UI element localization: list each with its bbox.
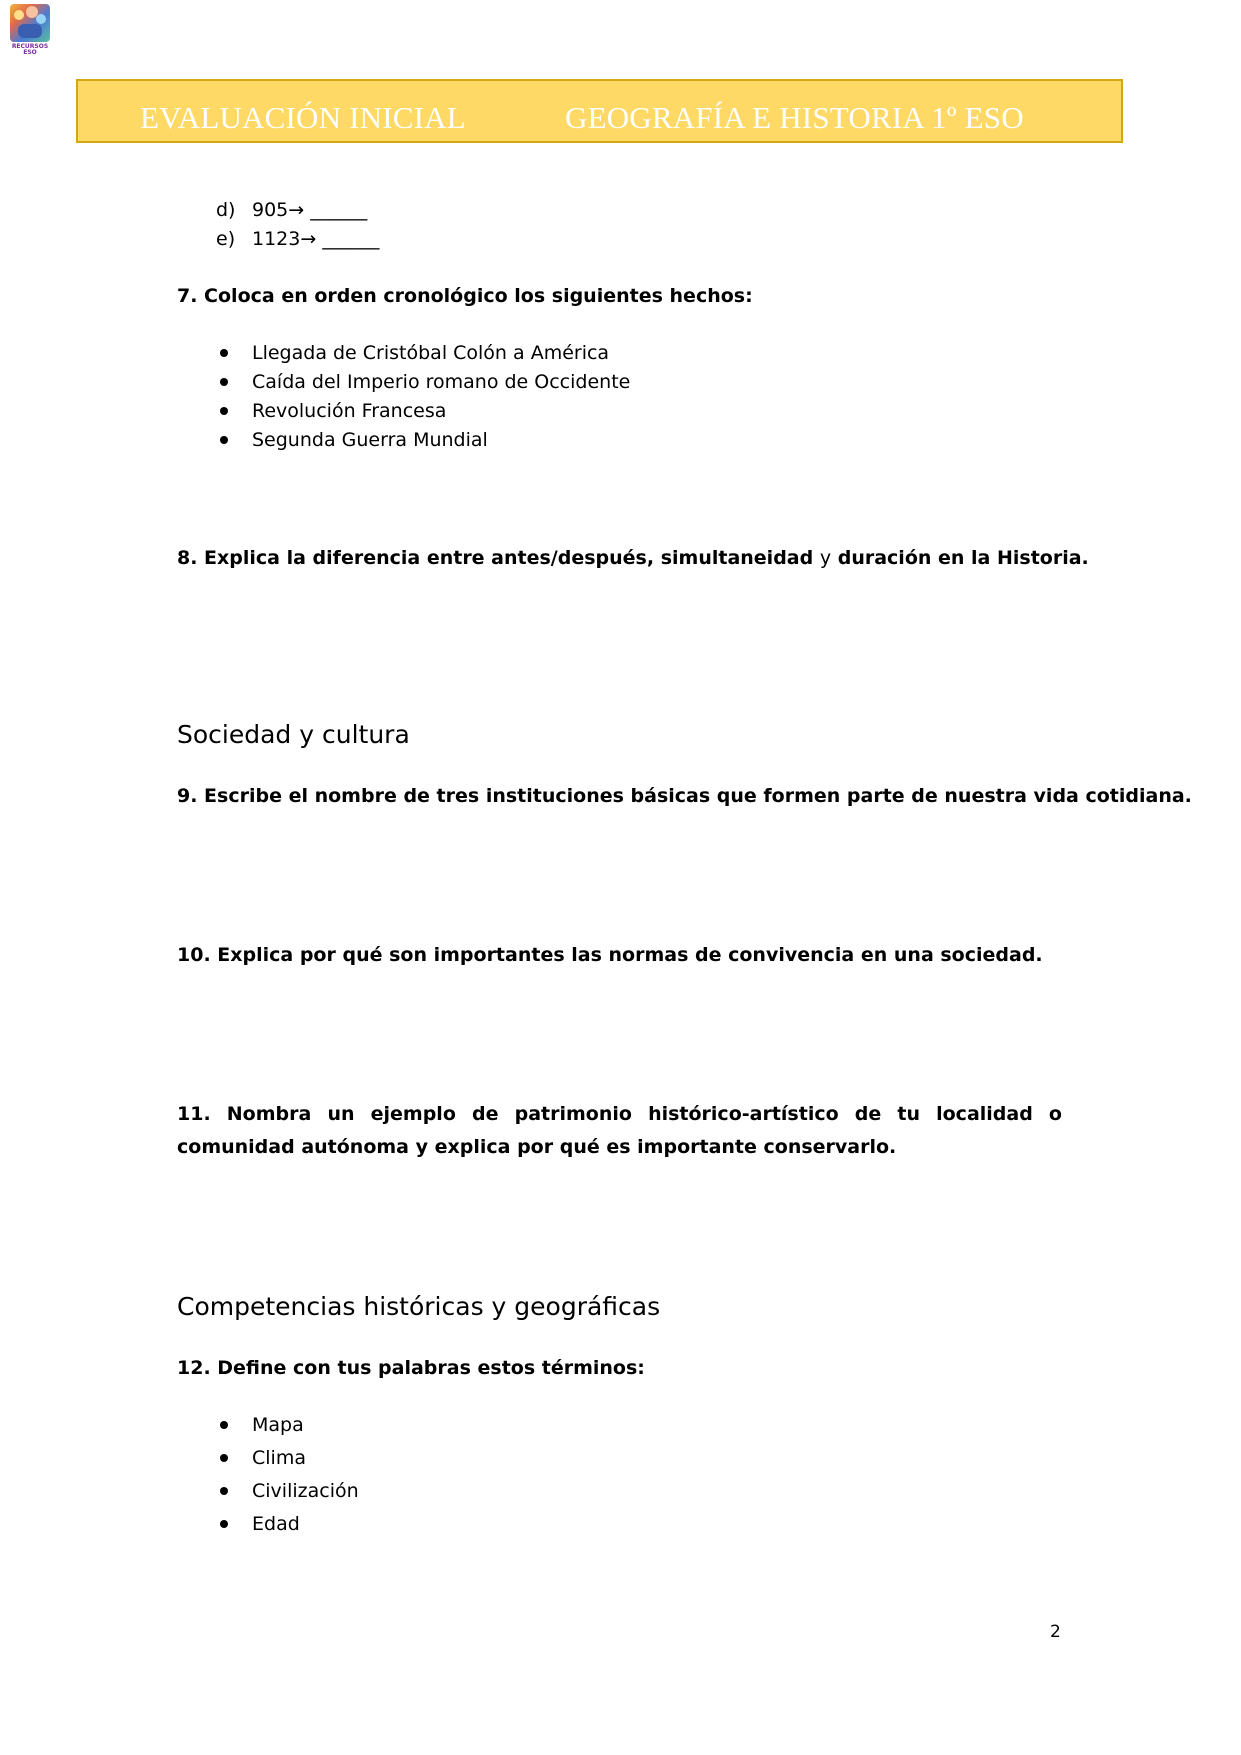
list-item: Clima [216,1442,359,1475]
bullet-icon [220,1421,228,1429]
bullet-icon [220,407,228,415]
bullet-icon [220,1487,228,1495]
list-item: Segunda Guerra Mundial [216,426,630,455]
question-7: 7. Coloca en orden cronológico los siguientes hechos: [177,285,753,307]
header-banner [76,79,1123,143]
answer-d-text: 905→ ______ [252,199,368,221]
question-8-part2: y [819,547,832,569]
bullet-icon [220,378,228,386]
question-12: 12. Define con tus palabras estos términos: [177,1357,645,1379]
question-8 [177,543,1089,573]
list-item: Llegada de Cristóbal Colón a América [216,339,630,368]
list-item: Edad [216,1508,359,1541]
page-number: 2 [1050,1622,1061,1642]
list-item: Caída del Imperio romano de Occidente [216,368,630,397]
section-heading-competencias: Competencias históricas y geográficas [177,1292,661,1321]
bullet-icon [220,1520,228,1528]
header-title-left: EVALUACIÓN INICIAL [140,100,466,135]
bullet-icon [220,1454,228,1462]
answer-e-label: e) [216,228,236,250]
recursos-eso-logo [10,4,50,56]
logo-text: RECURSOS ESO [11,43,49,56]
bullet-icon [220,349,228,357]
answer-e-text: 1123→ ______ [252,228,380,250]
list-item: Mapa [216,1409,359,1442]
question-10: 10. Explica por qué son importantes las normas de convivencia en una sociedad. [177,944,1043,966]
question-8-part1: 8. Explica la diferencia entre antes/después, simultaneidad [177,547,814,569]
logo-image [10,4,50,42]
question-8-part3: duración en la Historia. [837,547,1089,569]
list-item: Civilización [216,1475,359,1508]
question-7-list [216,339,630,455]
question-12-list [216,1409,359,1541]
section-heading-sociedad: Sociedad y cultura [177,720,410,749]
question-9: 9. Escribe el nombre de tres instituciones básicas que formen parte de nuestra vida cotidiana. [177,785,1192,807]
list-item: Revolución Francesa [216,397,630,426]
question-11: 11. Nombra un ejemplo de patrimonio histórico-artístico de tu localidad o comunidad autónoma y explica por qué es importante conservarlo. [177,1103,1062,1158]
header-title-right: GEOGRAFÍA E HISTORIA 1º ESO [565,100,1024,135]
bullet-icon [220,436,228,444]
answer-d-label: d) [216,199,236,221]
